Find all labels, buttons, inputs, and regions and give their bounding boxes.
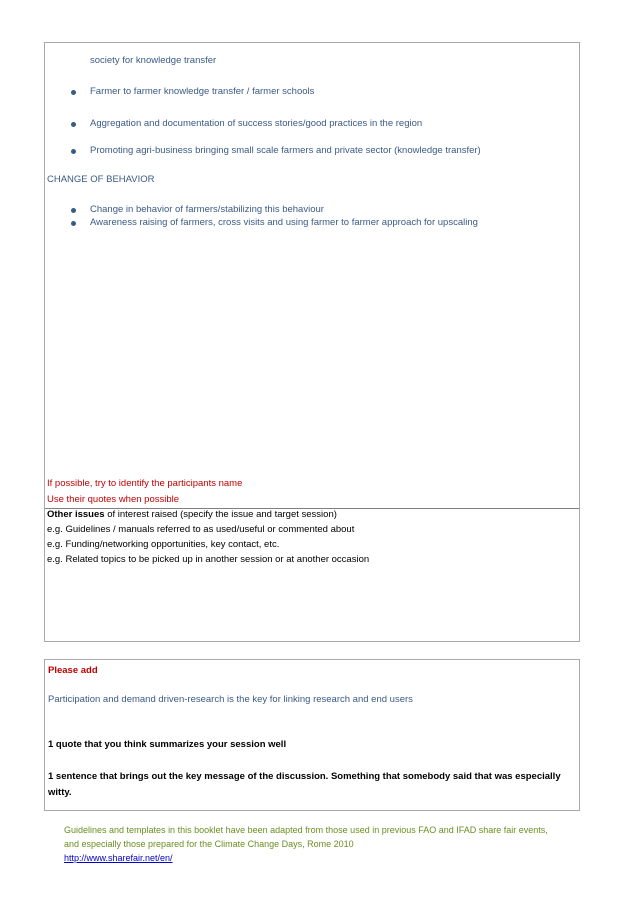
red-note: If possible, try to identify the participants name xyxy=(47,478,243,489)
bullet-icon xyxy=(71,122,76,127)
session-notes-box xyxy=(44,42,580,642)
quote-prompt: 1 quote that you think summarizes your session well xyxy=(48,739,287,750)
list-item: Farmer to farmer knowledge transfer / farmer schools xyxy=(90,86,315,97)
list-item: Aggregation and documentation of success stories/good practices in the region xyxy=(90,118,423,129)
please-add-box xyxy=(44,659,580,811)
bullet-icon xyxy=(71,208,76,213)
red-note: Use their quotes when possible xyxy=(47,494,180,505)
other-issues-text: of interest raised (specify the issue and target session) xyxy=(104,509,337,520)
example-line: e.g. Related topics to be picked up in another session or at another occasion xyxy=(47,554,370,565)
text-line: society for knowledge transfer xyxy=(90,55,217,66)
list-item: Awareness raising of farmers, cross visits and using farmer to farmer approach for upscaling xyxy=(90,217,478,228)
footer-link-row xyxy=(64,852,173,865)
participation-text: Participation and demand driven-research is the key for linking research and end users xyxy=(48,694,413,705)
example-line: e.g. Funding/networking opportunities, key contact, etc. xyxy=(47,539,280,550)
footer-line: and especially those prepared for the Climate Change Days, Rome 2010 xyxy=(64,839,354,849)
sharefair-link[interactable]: http://www.sharefair.net/en/ xyxy=(64,853,173,863)
other-issues-line xyxy=(47,509,337,521)
other-issues-label: Other issues xyxy=(47,509,105,520)
list-item: Change in behavior of farmers/stabilizing this behaviour xyxy=(90,204,324,215)
bullet-icon xyxy=(71,90,76,95)
sentence-prompt: 1 sentence that brings out the key message of the discussion. Something that somebody said that was especially xyxy=(48,771,561,782)
sentence-prompt-cont: witty. xyxy=(48,787,72,798)
bullet-icon xyxy=(71,221,76,226)
footer-line: Guidelines and templates in this booklet have been adapted from those used in previous FAO and IFAD share fair events, xyxy=(64,825,548,835)
example-line: e.g. Guidelines / manuals referred to as used/useful or commented about xyxy=(47,524,355,535)
please-add-label: Please add xyxy=(48,665,98,676)
section-heading: CHANGE OF BEHAVIOR xyxy=(47,174,155,185)
bullet-icon xyxy=(71,149,76,154)
list-item: Promoting agri-business bringing small scale farmers and private sector (knowledge transfer) xyxy=(90,145,481,156)
